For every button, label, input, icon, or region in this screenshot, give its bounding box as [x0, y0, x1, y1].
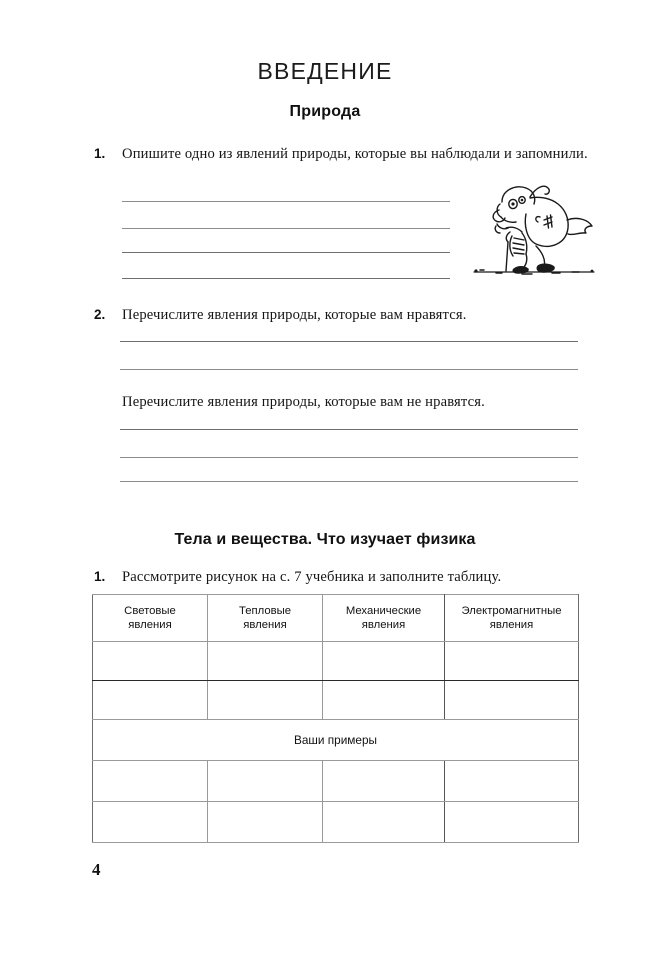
answer-line[interactable] — [122, 278, 450, 279]
question-1-number: 1. — [94, 146, 106, 161]
section-heading-nature: Природа — [289, 103, 361, 120]
answer-line[interactable] — [122, 201, 450, 202]
question-2-number: 2. — [94, 307, 106, 322]
answer-line[interactable] — [120, 457, 578, 458]
header-line-1: Механические — [345, 605, 422, 617]
table-cell[interactable] — [93, 802, 208, 843]
skier-with-sack-illustration — [466, 176, 602, 281]
header-line-1: Световые — [124, 605, 176, 617]
table-cell[interactable] — [208, 761, 323, 802]
answer-line[interactable] — [120, 341, 578, 342]
table-cell[interactable] — [323, 802, 445, 843]
table-header-cell-light — [93, 595, 208, 642]
your-examples-label: Ваши примеры — [93, 720, 579, 761]
header-line-2: явления — [128, 619, 172, 631]
table-merged-row — [93, 720, 579, 761]
table-row — [93, 681, 579, 720]
table-cell[interactable] — [208, 802, 323, 843]
question-2-subprompt: Перечислите явления природы, которые вам не нравятся. — [122, 394, 485, 410]
header-line-2: явления — [243, 619, 287, 631]
page-title: ВВЕДЕНИЕ — [257, 58, 393, 84]
table-cell[interactable] — [445, 642, 579, 681]
table-cell[interactable] — [323, 642, 445, 681]
header-line-1: Электромагнитные — [461, 605, 562, 617]
table-cell[interactable] — [323, 761, 445, 802]
table-cell[interactable] — [445, 681, 579, 720]
answer-line[interactable] — [120, 429, 578, 430]
table-cell[interactable] — [208, 681, 323, 720]
answer-line[interactable] — [122, 228, 450, 229]
phenomena-table — [92, 594, 579, 843]
table-cell[interactable] — [93, 761, 208, 802]
table-header-row — [93, 595, 579, 642]
table-cell[interactable] — [208, 642, 323, 681]
table-cell[interactable] — [93, 681, 208, 720]
answer-line[interactable] — [120, 369, 578, 370]
answer-line[interactable] — [122, 252, 450, 253]
table-question-text: Рассмотрите рисунок на с. 7 учебника и заполните таблицу. — [122, 569, 502, 585]
section-heading-bodies-and-substances: Тела и вещества. Что изучает физика — [174, 531, 476, 548]
table-header-cell-mechanical — [323, 595, 445, 642]
table-cell[interactable] — [445, 802, 579, 843]
table-row — [93, 802, 579, 843]
header-line-1: Тепловые — [238, 605, 292, 617]
question-2-text: Перечислите явления природы, которые вам нравятся. — [122, 307, 467, 323]
question-1-text: Опишите одно из явлений природы, которые вы наблюдали и запомнили. — [122, 146, 588, 162]
table-header-cell-electromagnetic — [445, 595, 579, 642]
table-header-cell-thermal — [208, 595, 323, 642]
table-question-number: 1. — [94, 569, 106, 584]
table-cell[interactable] — [93, 642, 208, 681]
header-line-2: явления — [489, 619, 534, 631]
table-cell[interactable] — [323, 681, 445, 720]
header-line-2: явления — [361, 619, 406, 631]
table-row — [93, 761, 579, 802]
table-cell[interactable] — [445, 761, 579, 802]
answer-line[interactable] — [120, 481, 578, 482]
page-number: 4 — [92, 860, 101, 879]
table-row — [93, 642, 579, 681]
